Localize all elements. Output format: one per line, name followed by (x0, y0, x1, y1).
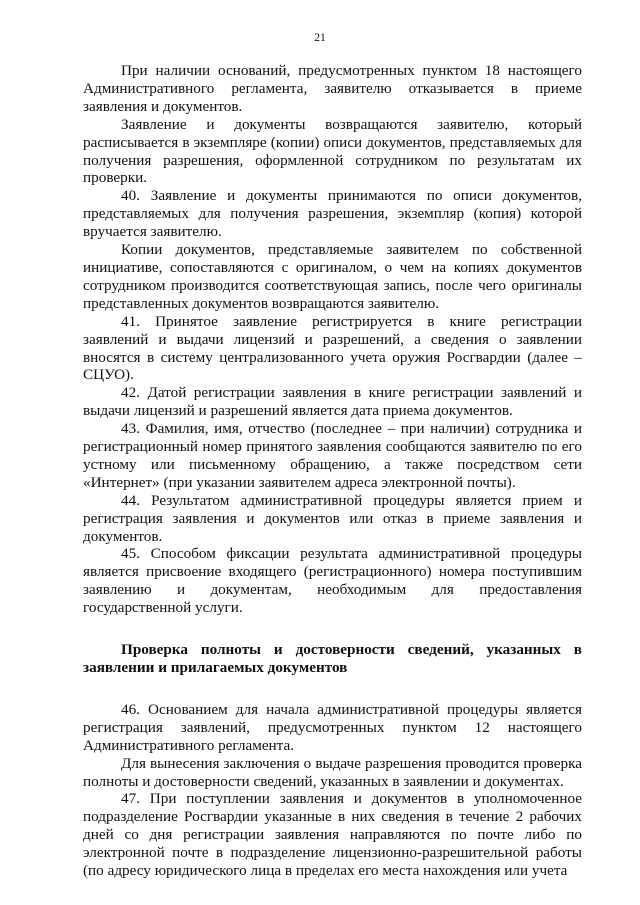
page-number: 21 (314, 32, 326, 44)
paragraph-documents-returned: Заявление и документы возвращаются заявителю, который расписывается в экземпляре (копии) описи документов, представляемых для получения разрешения, оформленной сотрудником по результатам их проверки. (83, 115, 582, 187)
paragraph-item-45: 45. Способом фиксации результата административной процедуры является присвоение входящего (регистрационного) номера поступившим заявлению и документам, необходимым для предоставления государственной услуги. (83, 545, 582, 617)
paragraph-item-42: 42. Датой регистрации заявления в книге регистрации заявлений и выдачи лицензий и разрешений является дата приема документов. (83, 384, 582, 420)
document-body (83, 62, 582, 880)
paragraph-item-41: 41. Принятое заявление регистрируется в книге регистрации заявлений и выдачи лицензий и разрешений, а сведения о заявлении вносятся в систему централизованного учета оружия Росгвардии (далее – СЦУО). (83, 312, 582, 384)
section-heading: Проверка полноты и достоверности сведений, указанных в заявлении и прилагаемых документов (83, 641, 582, 676)
paragraph-item-46: 46. Основанием для начала административной процедуры является регистрация заявлений, предусмотренных пунктом 12 настоящего Административного регламента. (83, 700, 582, 754)
paragraph-item-44: 44. Результатом административной процедуры является прием и регистрация заявления и документов или отказ в приеме заявления и документов. (83, 491, 582, 545)
paragraph-copies-compared: Копии документов, представляемые заявителем по собственной инициативе, сопоставляются с оригиналом, о чем на копиях документов сотрудником производится соответствующая запись, после чего оригиналы представленных документов возвращаются заявителю. (83, 241, 582, 312)
paragraph-refusal-grounds: При наличии оснований, предусмотренных пунктом 18 настоящего Административного регламента, заявителю отказывается в приеме заявления и документов. (83, 62, 582, 115)
paragraph-item-40: 40. Заявление и документы принимаются по описи документов, представляемых для получения разрешения, экземпляр (копия) которой вручается заявителю. (83, 187, 582, 241)
paragraph-item-43: 43. Фамилия, имя, отчество (последнее – при наличии) сотрудника и регистрационный номер принятого заявления сообщаются заявителю по его устному или письменному обращению, а также посредством сети «Интернет» (при указании заявителем адреса электронной почты). (83, 420, 582, 491)
paragraph-verification: Для вынесения заключения о выдаче разрешения проводится проверка полноты и достоверности сведений, указанных в заявлении и документах. (83, 754, 582, 790)
paragraph-item-47: 47. При поступлении заявления и документов в уполномоченное подразделение Росгвардии указанные в них сведения в течение 2 рабочих дней со дня регистрации заявления направляются по почте либо по электронной почте в подразделение лицензионно-разрешительной работы (по адресу юридического лица в пределах его места нахождения или учета (83, 790, 582, 880)
